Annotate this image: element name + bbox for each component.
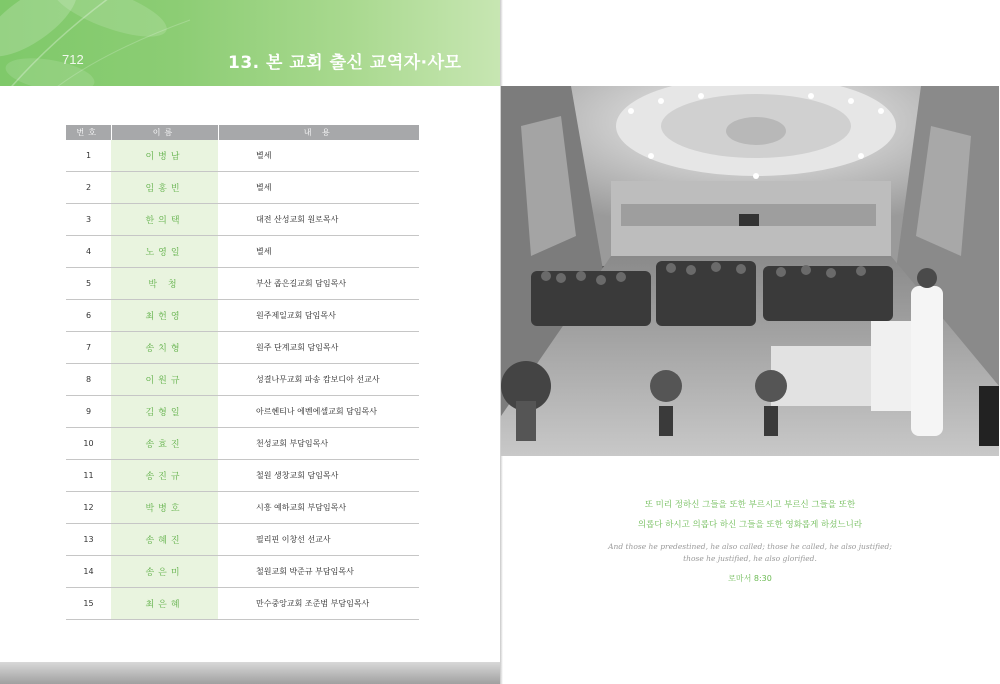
verse-korean-line-1: 또 미리 정하신 그들을 또한 부르시고 부르신 그들을 또한 [644,500,856,510]
row-name: 송혜진 [111,524,218,556]
table-row [66,364,419,396]
verse-korean [500,495,1000,535]
row-description: 천성교회 부담임목사 [218,428,419,460]
row-description: 철원교회 박준규 부담임목사 [218,556,419,588]
row-number: 6 [66,300,111,332]
row-description: 별세 [218,172,419,204]
header-name: 이름 [111,125,218,140]
row-number: 7 [66,332,111,364]
header-band [0,0,500,86]
row-description: 원주 단계교회 담임목사 [218,332,419,364]
row-description: 만수중앙교회 조준범 부담임목사 [218,588,419,620]
table-body [66,140,419,620]
table-row [66,236,419,268]
row-name: 이병남 [111,140,218,172]
table-row [66,460,419,492]
row-description: 시흥 예하교회 부담임목사 [218,492,419,524]
row-number: 10 [66,428,111,460]
table-header-row [66,125,419,140]
page-number: 712 [62,52,84,67]
table-row [66,172,419,204]
row-number: 4 [66,236,111,268]
row-name: 최헌영 [111,300,218,332]
table-row [66,428,419,460]
row-number: 12 [66,492,111,524]
row-number: 5 [66,268,111,300]
verse-english [500,541,1000,565]
row-number: 8 [66,364,111,396]
row-name: 최은혜 [111,588,218,620]
bible-verse-block [500,495,1000,584]
row-name: 노영일 [111,236,218,268]
former-ministers-table [66,125,419,620]
row-number: 2 [66,172,111,204]
row-number: 9 [66,396,111,428]
footer-band [0,662,500,684]
row-description: 필리핀 이창선 선교사 [218,524,419,556]
table-row [66,300,419,332]
verse-korean-line-2: 의롭다 하시고 의롭다 하신 그들을 또한 영화롭게 하셨느니라 [637,520,863,530]
row-description: 대전 산성교회 원로목사 [218,204,419,236]
row-description: 별세 [218,236,419,268]
row-number: 15 [66,588,111,620]
table-row [66,396,419,428]
verse-reference: 로마서 8:30 [728,574,772,583]
leaf-decoration-icon [0,0,210,86]
table-row [66,332,419,364]
table-row [66,524,419,556]
section-title: 13. 본 교회 출신 교역자·사모 [228,53,462,73]
row-number: 11 [66,460,111,492]
row-number: 3 [66,204,111,236]
row-number: 14 [66,556,111,588]
row-name: 이원규 [111,364,218,396]
verse-english-line-1: And those he predestined, he also called; those he called, he also justified; [608,542,892,551]
row-name: 송은미 [111,556,218,588]
church-sanctuary-photo [501,86,999,456]
row-name: 한의택 [111,204,218,236]
table-row [66,204,419,236]
row-description: 부산 좁은길교회 담임목사 [218,268,419,300]
header-number: 번호 [66,125,111,140]
row-name: 송효진 [111,428,218,460]
table-row [66,556,419,588]
row-name: 김형일 [111,396,218,428]
row-description: 철원 생창교회 담임목사 [218,460,419,492]
row-name: 박병호 [111,492,218,524]
table-row [66,492,419,524]
header-content: 내 용 [218,125,419,140]
row-description: 성결나무교회 파송 캄보디아 선교사 [218,364,419,396]
row-description: 아르헨티나 에벤에셀교회 담임목사 [218,396,419,428]
row-name: 송치형 [111,332,218,364]
row-number: 13 [66,524,111,556]
row-name: 송진규 [111,460,218,492]
row-name: 박 청 [111,268,218,300]
sanctuary-photo-image [501,86,999,456]
verse-english-line-2: those he justified, he also glorified. [683,554,817,563]
table-row [66,268,419,300]
table-row [66,140,419,172]
row-description: 원주제일교회 담임목사 [218,300,419,332]
right-page [500,0,1000,684]
table-row [66,588,419,620]
row-number: 1 [66,140,111,172]
row-description: 별세 [218,140,419,172]
row-name: 임홍빈 [111,172,218,204]
